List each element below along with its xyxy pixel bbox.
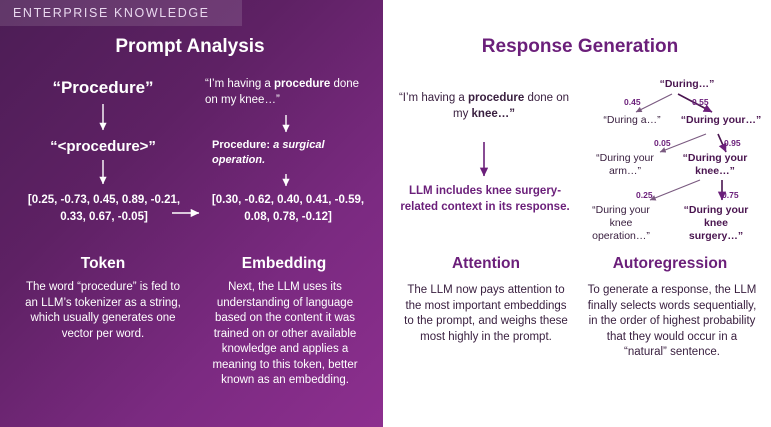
column-label-token: Token — [80, 255, 126, 272]
autoregression-node-l1-0: “During a…” — [603, 114, 661, 126]
attention-example-quote — [394, 90, 574, 122]
embedding-vector-values: [0.30, -0.62, 0.40, 0.41, -0.59, 0.08, 0.78, -0.12] — [211, 194, 365, 223]
attention-quote-mid: done on my — [453, 92, 570, 120]
column-label-autoregression: Autoregression — [612, 255, 728, 272]
autoregression-node-l2-1: “During your knee…” — [682, 152, 748, 177]
autoregression-node-l3-0: “During your knee operation…” — [592, 204, 650, 242]
attention-result-text: LLM includes knee surgery-related context in its response. — [400, 185, 570, 213]
attention-quote-keyword-2: knee…” — [471, 108, 515, 120]
procedure-token-text: “<procedure>” — [50, 138, 156, 155]
brand-banner-label: ENTERPRISE KNOWLEDGE — [13, 6, 210, 20]
autoregression-node-l2-0: “During your arm…” — [596, 152, 654, 177]
autoregression-prob-l3-0: 0.25 — [636, 190, 653, 200]
embedding-definition — [212, 138, 362, 168]
token-vector-values: [0.25, -0.73, 0.45, 0.89, -0.21, 0.33, 0.67, -0.05] — [27, 194, 181, 223]
prompt-analysis-title: Prompt Analysis — [115, 36, 265, 57]
embedding-quote-prefix: “I’m having a — [205, 78, 275, 90]
column-label-embedding: Embedding — [241, 255, 327, 272]
autoregression-prob-l1-1: 0.55 — [692, 97, 709, 107]
embedding-definition-value: a surgical operation. — [212, 139, 325, 166]
procedure-word-text: “Procedure” — [52, 78, 154, 97]
brand-banner — [0, 0, 242, 26]
column-body-token: The word “procedure” is fed to an LLM’s tokenizer as a string, which usually generates one vector per word. — [25, 281, 181, 340]
autoregression-prob-l3-1: 0.75 — [722, 190, 739, 200]
column-body-embedding: Next, the LLM uses its understanding of language based on the content it was trained on or other available knowledge and applies a meaning to this token, better known as an embedding. — [212, 281, 358, 386]
embedding-definition-label: Procedure: — [212, 139, 274, 151]
response-generation-title: Response Generation — [481, 36, 679, 57]
embedding-quote-suffix: done on my knee…” — [205, 78, 360, 106]
column-label-attention: Attention — [451, 255, 520, 272]
embedding-quote-keyword: procedure — [274, 78, 331, 90]
attention-quote-keyword-1: procedure — [468, 92, 525, 104]
autoregression-prob-l2-1: 0.95 — [724, 138, 741, 148]
autoregression-prob-l2-0: 0.05 — [654, 138, 671, 148]
autoregression-root-node: “During…” — [659, 78, 715, 90]
attention-quote-prefix: “I’m having a — [398, 92, 468, 104]
column-body-autoregression: To generate a response, the LLM finally selects words sequentially, in the order of highest probability that they would occur in a “natural” sentence. — [587, 284, 757, 358]
embedding-example-quote — [205, 76, 365, 108]
column-body-attention: The LLM now pays attention to the most important embeddings to the prompt, and weighs these most highly in the prompt. — [404, 284, 568, 343]
autoregression-node-l3-1: “During your knee surgery…” — [683, 204, 749, 242]
autoregression-node-l1-1: “During your…” — [680, 114, 762, 126]
autoregression-prob-l1-0: 0.45 — [624, 97, 641, 107]
